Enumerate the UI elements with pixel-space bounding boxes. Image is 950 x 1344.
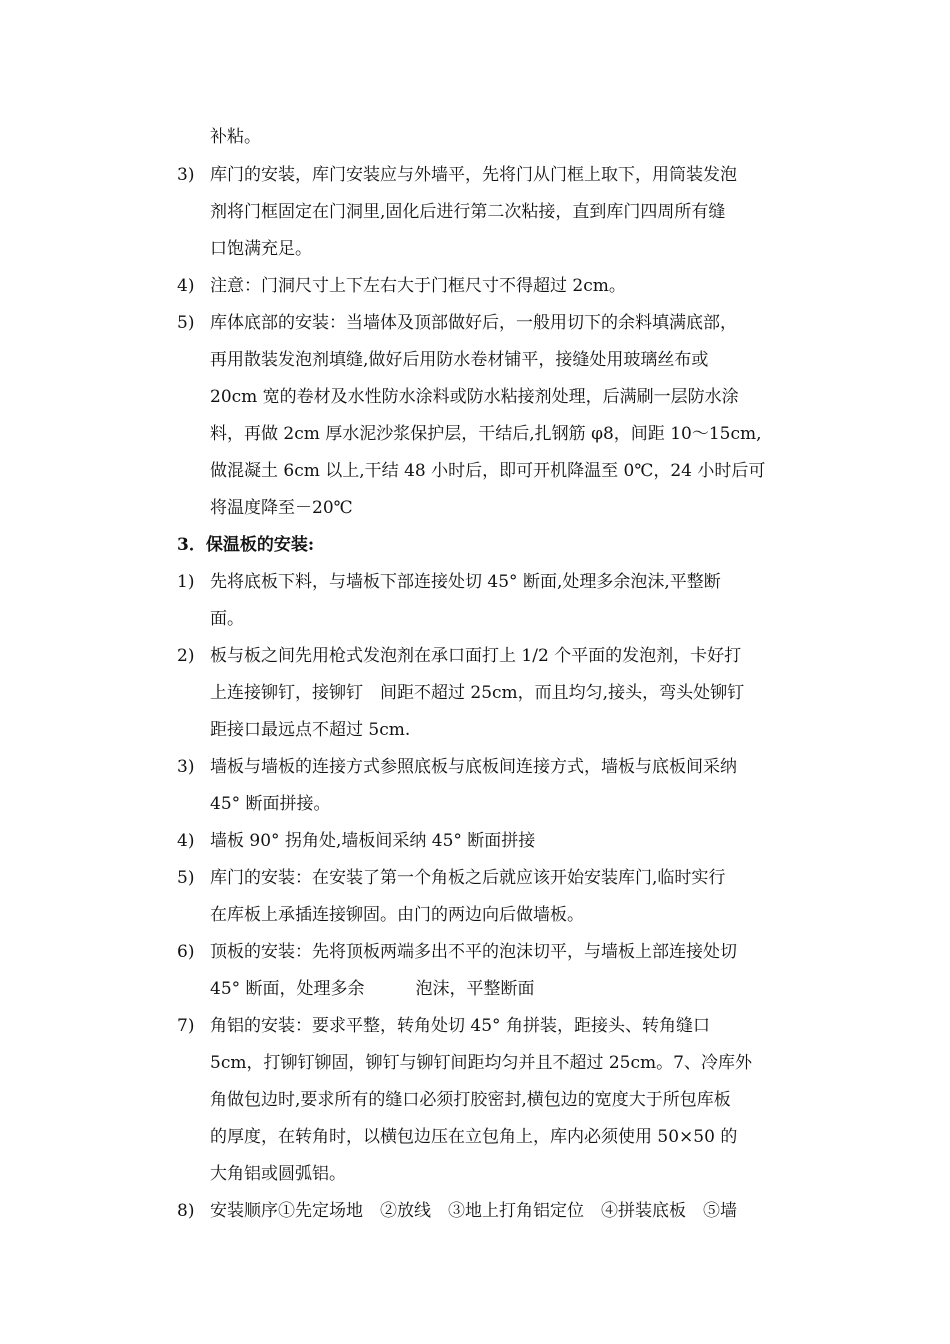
paragraph-line: 45° 断面，处理多余 泡沫，平整断面 <box>210 979 535 999</box>
paragraph-line: 5cm，打铆钉铆固，铆钉与铆钉间距均匀并且不超过 25cm。7、冷库外 <box>210 1053 752 1073</box>
paragraph-line: 墙板 90° 拐角处,墙板间采纳 45° 断面拼接 <box>210 831 536 851</box>
list-number: 2) <box>177 646 195 666</box>
list-number: 4) <box>177 831 195 851</box>
paragraph-line: 角铝的安装：要求平整，转角处切 45° 角拼装，距接头、转角缝口 <box>210 1016 710 1036</box>
paragraph-line: 面。 <box>210 609 244 629</box>
list-number: 4) <box>177 276 195 296</box>
paragraph-line: 安装顺序①先定场地 ②放线 ③地上打角铝定位 ④拼装底板 ⑤墙 <box>210 1201 737 1221</box>
paragraph-line: 板与板之间先用枪式发泡剂在承口面打上 1/2 个平面的发泡剂，卡好打 <box>210 646 742 666</box>
paragraph-line: 20cm 宽的卷材及水性防水涂料或防水粘接剂处理，后满刷一层防水涂 <box>210 387 739 407</box>
paragraph-line: 料，再做 2cm 厚水泥沙浆保护层，干结后,扎钢筋 φ8，间距 10～15cm, <box>210 424 762 444</box>
section-heading: 3．保温板的安装: <box>177 535 315 555</box>
list-number: 7) <box>177 1016 195 1036</box>
list-number: 1) <box>177 572 195 592</box>
paragraph-line: 库体底部的安装：当墙体及顶部做好后，一般用切下的余料填满底部， <box>210 313 737 333</box>
paragraph-line: 墙板与墙板的连接方式参照底板与底板间连接方式，墙板与底板间采纳 <box>210 757 737 777</box>
paragraph-line: 距接口最远点不超过 5cm. <box>210 720 411 740</box>
list-number: 5) <box>177 868 195 888</box>
list-number: 6) <box>177 942 195 962</box>
paragraph-line: 的厚度，在转角时，以横包边压在立包角上，库内必须使用 50×50 的 <box>210 1127 738 1147</box>
list-number: 5) <box>177 313 195 333</box>
paragraph-line: 将温度降至－20℃ <box>210 498 353 518</box>
paragraph-line: 再用散装发泡剂填缝,做好后用防水卷材铺平，接缝处用玻璃丝布或 <box>210 350 709 370</box>
paragraph-line: 库门的安装：在安装了第一个角板之后就应该开始安装库门,临时实行 <box>210 868 726 888</box>
paragraph-line: 库门的安装，库门安装应与外墙平，先将门从门框上取下，用筒装发泡 <box>210 165 737 185</box>
paragraph-line: 注意：门洞尺寸上下左右大于门框尺寸不得超过 2cm。 <box>210 276 626 296</box>
list-number: 3) <box>177 165 195 185</box>
paragraph-line: 角做包边时,要求所有的缝口必须打胶密封,横包边的宽度大于所包库板 <box>210 1090 731 1110</box>
paragraph-line: 剂将门框固定在门洞里,固化后进行第二次粘接，直到库门四周所有缝 <box>210 202 726 222</box>
paragraph-line: 先将底板下料，与墙板下部连接处切 45° 断面,处理多余泡沫,平整断 <box>210 572 721 592</box>
list-number: 8) <box>177 1201 195 1221</box>
paragraph-line: 上连接铆钉，接铆钉 间距不超过 25cm，而且均匀,接头，弯头处铆钉 <box>210 683 745 703</box>
paragraph-line: 顶板的安装：先将顶板两端多出不平的泡沫切平，与墙板上部连接处切 <box>210 942 737 962</box>
paragraph-line: 口饱满充足。 <box>210 239 312 259</box>
continued-text: 补粘。 <box>210 127 261 147</box>
paragraph-line: 45° 断面拼接。 <box>210 794 331 814</box>
paragraph-line: 在库板上承插连接铆固。由门的两边向后做墙板。 <box>210 905 584 925</box>
paragraph-line: 大角铝或圆弧铝。 <box>210 1164 346 1184</box>
paragraph-line: 做混凝土 6cm 以上,干结 48 小时后，即可开机降温至 0℃，24 小时后可 <box>210 461 766 481</box>
list-number: 3) <box>177 757 195 777</box>
